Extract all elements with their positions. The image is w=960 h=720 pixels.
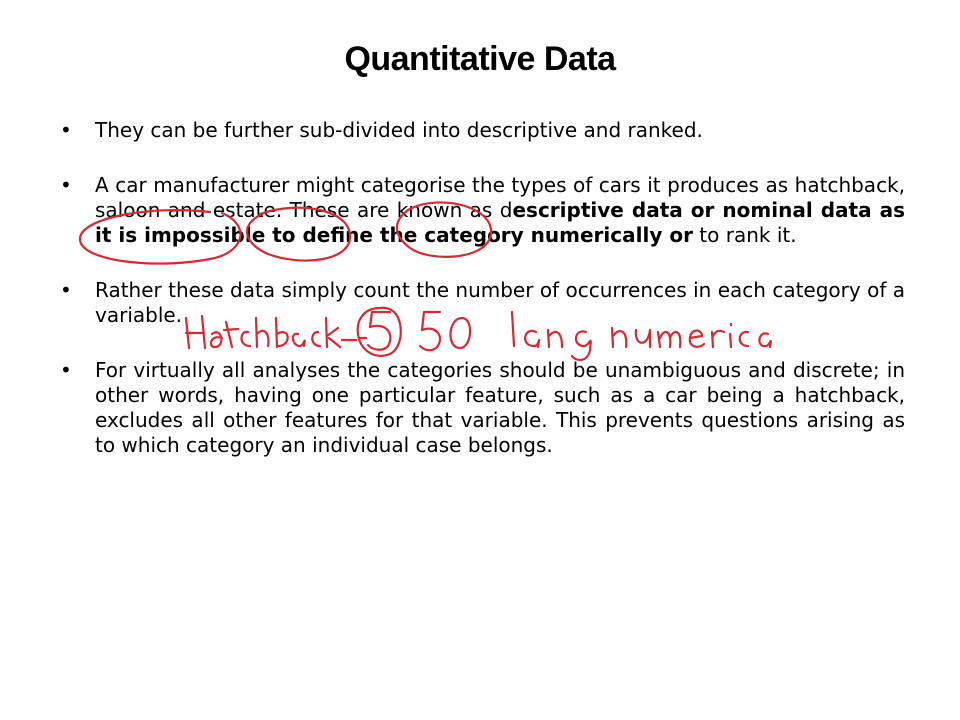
- bullet-text-part1: A car manufacturer might categorise the types of cars it produces as hatchback, saloon and estate. These are known as d: [95, 173, 905, 222]
- bullet-text: They can be further sub-divided into descriptive and ranked.: [95, 118, 703, 142]
- slide-title: Quantitative Data: [344, 40, 616, 78]
- bullet-dot-icon: •: [60, 118, 72, 142]
- bullet-item-1: [60, 118, 905, 143]
- bullet-text: Rather these data simply count the number of occurrences in each category of a variable.: [95, 278, 905, 327]
- bullet-text-bold: escriptive data or nominal data as it is impossible to define the category numerically or: [95, 198, 905, 247]
- bullet-text-part3: to rank it.: [692, 223, 797, 247]
- bullet-item-4: [60, 358, 905, 458]
- bullet-item-2: [60, 173, 905, 248]
- bullet-list: [60, 118, 905, 458]
- bullet-text: For virtually all analyses the categories should be unambiguous and discrete; in other words, having one particular feature, such as a car being a hatchback, excludes all other features for that variable. This prevents questions arising as to which category an individual case belongs.: [95, 358, 905, 457]
- bullet-item-3: [60, 278, 905, 328]
- bullet-dot-icon: •: [60, 358, 72, 382]
- bullet-dot-icon: •: [60, 173, 72, 197]
- bullet-dot-icon: •: [60, 278, 72, 302]
